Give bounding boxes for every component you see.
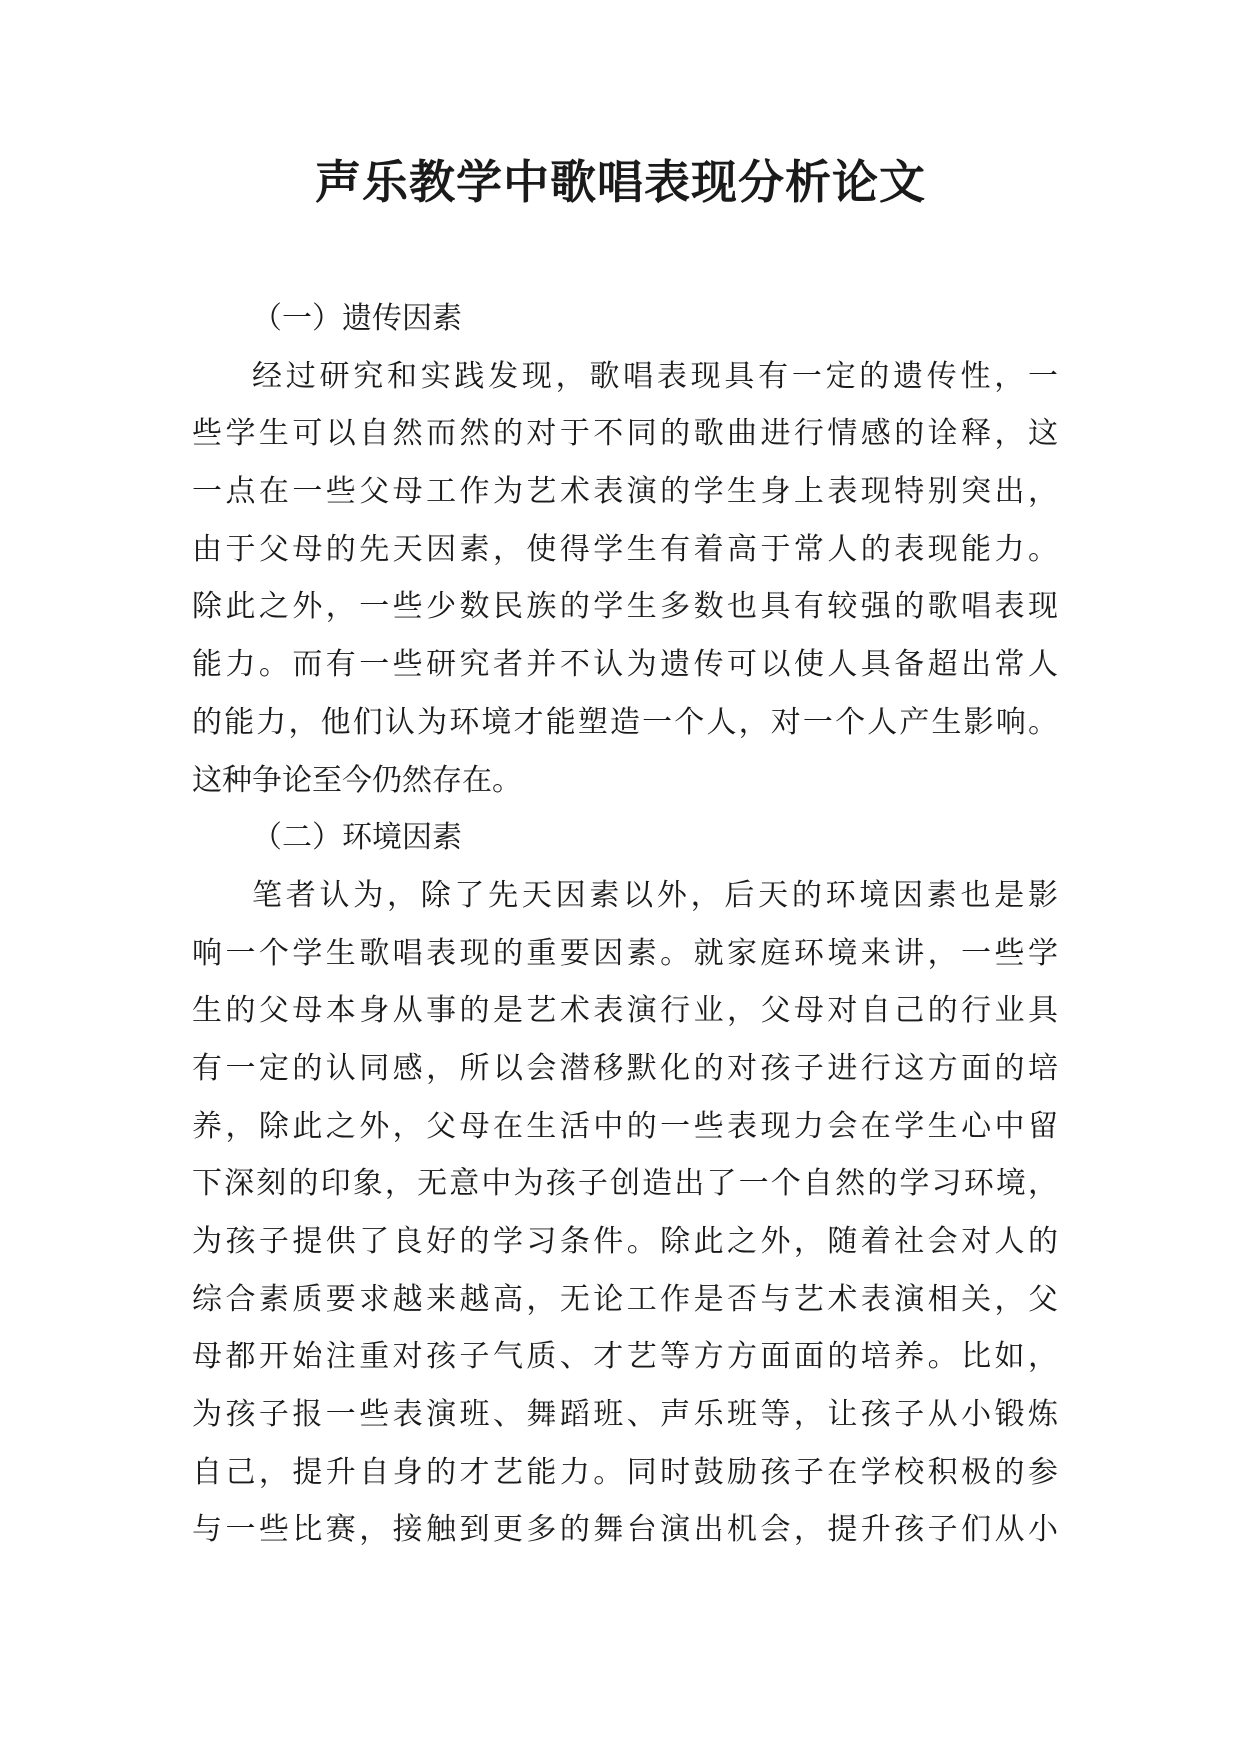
paragraph-line: 有一定的认同感，所以会潜移默化的对孩子进行这方面的培 — [192, 1050, 1058, 1086]
document-body — [192, 290, 1058, 1559]
paragraph-line: 些学生可以自然而然的对于不同的歌曲进行情感的诠释，这 — [192, 416, 1058, 452]
paragraph-line: 下深刻的印象，无意中为孩子创造出了一个自然的学习环境， — [192, 1166, 1058, 1202]
section-heading: （二）环境因素 — [252, 820, 462, 856]
paragraph-line: 为孩子提供了良好的学习条件。除此之外，随着社会对人的 — [192, 1224, 1058, 1259]
paragraph-line: 综合素质要求越来越高，无论工作是否与艺术表演相关，父 — [192, 1281, 1058, 1317]
paragraph-line: 的能力，他们认为环境才能塑造一个人，对一个人产生影响。 — [192, 704, 1058, 740]
paragraph-line: 除此之外，一些少数民族的学生多数也具有较强的歌唱表现 — [192, 589, 1058, 625]
document-title: 声乐教学中歌唱表现分析论文 — [315, 155, 926, 209]
paragraph-line: 经过研究和实践发现，歌唱表现具有一定的遗传性，一 — [252, 358, 1058, 394]
paragraph-line: 为孩子报一些表演班、舞蹈班、声乐班等，让孩子从小锻炼 — [192, 1397, 1058, 1433]
paragraph-line: 自己，提升自身的才艺能力。同时鼓励孩子在学校积极的参 — [192, 1454, 1058, 1490]
section-heading: （一）遗传因素 — [252, 301, 462, 336]
paragraph-line: 养，除此之外，父母在生活中的一些表现力会在学生心中留 — [192, 1108, 1058, 1144]
paragraph-line: 响一个学生歌唱表现的重要因素。就家庭环境来讲，一些学 — [192, 935, 1058, 971]
paragraph-line: 与一些比赛，接触到更多的舞台演出机会，提升孩子们从小 — [192, 1512, 1058, 1548]
paragraph-line: 笔者认为，除了先天因素以外，后天的环境因素也是影 — [252, 877, 1058, 913]
paragraph-line: 一点在一些父母工作为艺术表演的学生身上表现特别突出， — [192, 474, 1058, 510]
paragraph-line: 这种争论至今仍然存在。 — [192, 762, 522, 798]
paragraph-line: 由于父母的先天因素，使得学生有着高于常人的表现能力。 — [192, 531, 1058, 567]
paragraph-line: 能力。而有一些研究者并不认为遗传可以使人具备超出常人 — [192, 647, 1058, 683]
paragraph-line: 生的父母本身从事的是艺术表演行业，父母对自己的行业具 — [192, 993, 1058, 1029]
paragraph-line: 母都开始注重对孩子气质、才艺等方方面面的培养。比如， — [192, 1339, 1058, 1375]
